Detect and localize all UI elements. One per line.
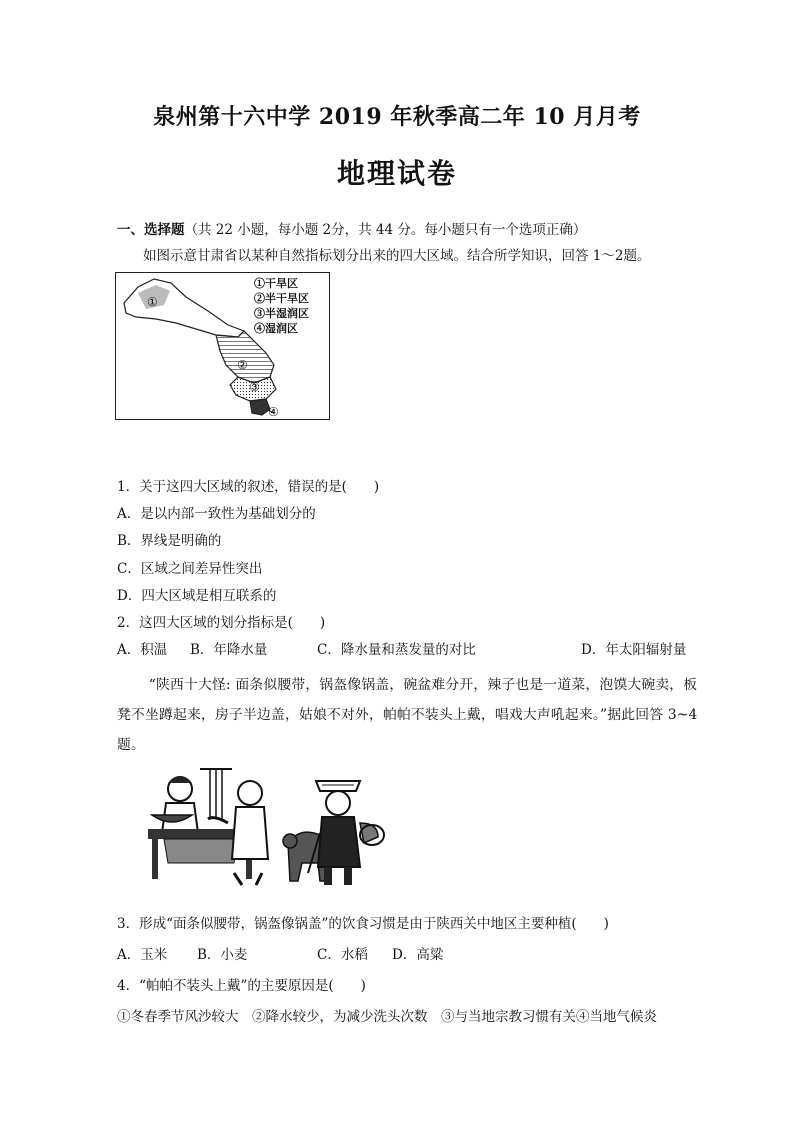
shaanxi-passage: “陕西十大怪: 面条似腰带，锅盔像锅盖，碗盆难分开，辣子也是一道菜，泡馍大碗卖，板凳不坐蹲起来，房子半边盖，姑娘不对外，帕帕不装头上戴，唱戏大声吼起来。”据此回答 3~4 题。 (117, 677, 698, 753)
question-2-option-b: B．年降水量 (190, 642, 268, 658)
section-instructions: （共 22 小题，每小题 2分，共 44 分。每小题只有一个选项正确） (184, 222, 587, 238)
question-1-option-c: C．区域之间差异性突出 (117, 561, 263, 577)
legend-item-arid: ①干旱区 (254, 277, 298, 290)
shaanxi-illustration (138, 763, 388, 893)
region-semi-arid (216, 331, 274, 383)
map-label-4: ④ (268, 405, 279, 419)
school-exam-title: 泉州第十六中学 2019 年秋季高二年 10 月月考 (153, 104, 641, 130)
question-3-stem: 3．形成“面条似腰带，锅盔像锅盖”的饮食习惯是由于陕西关中地区主要种植( ) (117, 916, 609, 932)
question-2-stem: 2．这四大区域的划分指标是( ) (117, 615, 326, 631)
subject-title: 地理试卷 (336, 157, 457, 190)
question-3-option-a: A．玉米 (117, 947, 168, 963)
question-1-option-b: B．界线是明确的 (117, 533, 222, 549)
question-3-option-b: B．小麦 (197, 947, 248, 963)
question-4-stem: 4．“帕帕不装头上戴”的主要原因是( ) (117, 978, 366, 994)
legend-item-humid: ④湿润区 (254, 322, 298, 335)
question-2-option-c: C．降水量和蒸发量的对比 (317, 642, 476, 658)
section-intro: 如图示意甘肃省以某种自然指标划分出来的四大区域。结合所学知识，回答 1～2题。 (143, 248, 651, 264)
map-label-2: ② (237, 358, 248, 372)
question-2-option-d: D．年太阳辐射量 (581, 642, 687, 658)
question-3-option-d: D．高粱 (392, 947, 444, 963)
map-label-3: ③ (249, 380, 260, 394)
question-2-option-a: A．积温 (117, 642, 168, 658)
question-3-option-c: C．水稻 (317, 947, 368, 963)
question-4-options: ①冬春季节风沙较大 ②降水较少，为减少洗头次数 ③与当地宗教习惯有关④当地气候炎 (117, 1009, 657, 1025)
region-humid (250, 399, 270, 415)
legend-item-semi-arid: ②半干旱区 (254, 292, 309, 305)
question-1-option-a: A．是以内部一致性为基础划分的 (117, 506, 316, 522)
legend-item-semi-humid: ③半湿润区 (254, 307, 309, 320)
question-1-option-d: D．四大区域是相互联系的 (117, 588, 277, 604)
map-label-1: ① (147, 295, 158, 309)
region-arid (124, 279, 244, 337)
section-label: 一、选择题 (117, 222, 185, 238)
map-legend (254, 276, 309, 336)
question-1-stem: 1．关于这四大区域的叙述，错误的是( ) (117, 479, 380, 495)
section-heading (117, 218, 586, 238)
